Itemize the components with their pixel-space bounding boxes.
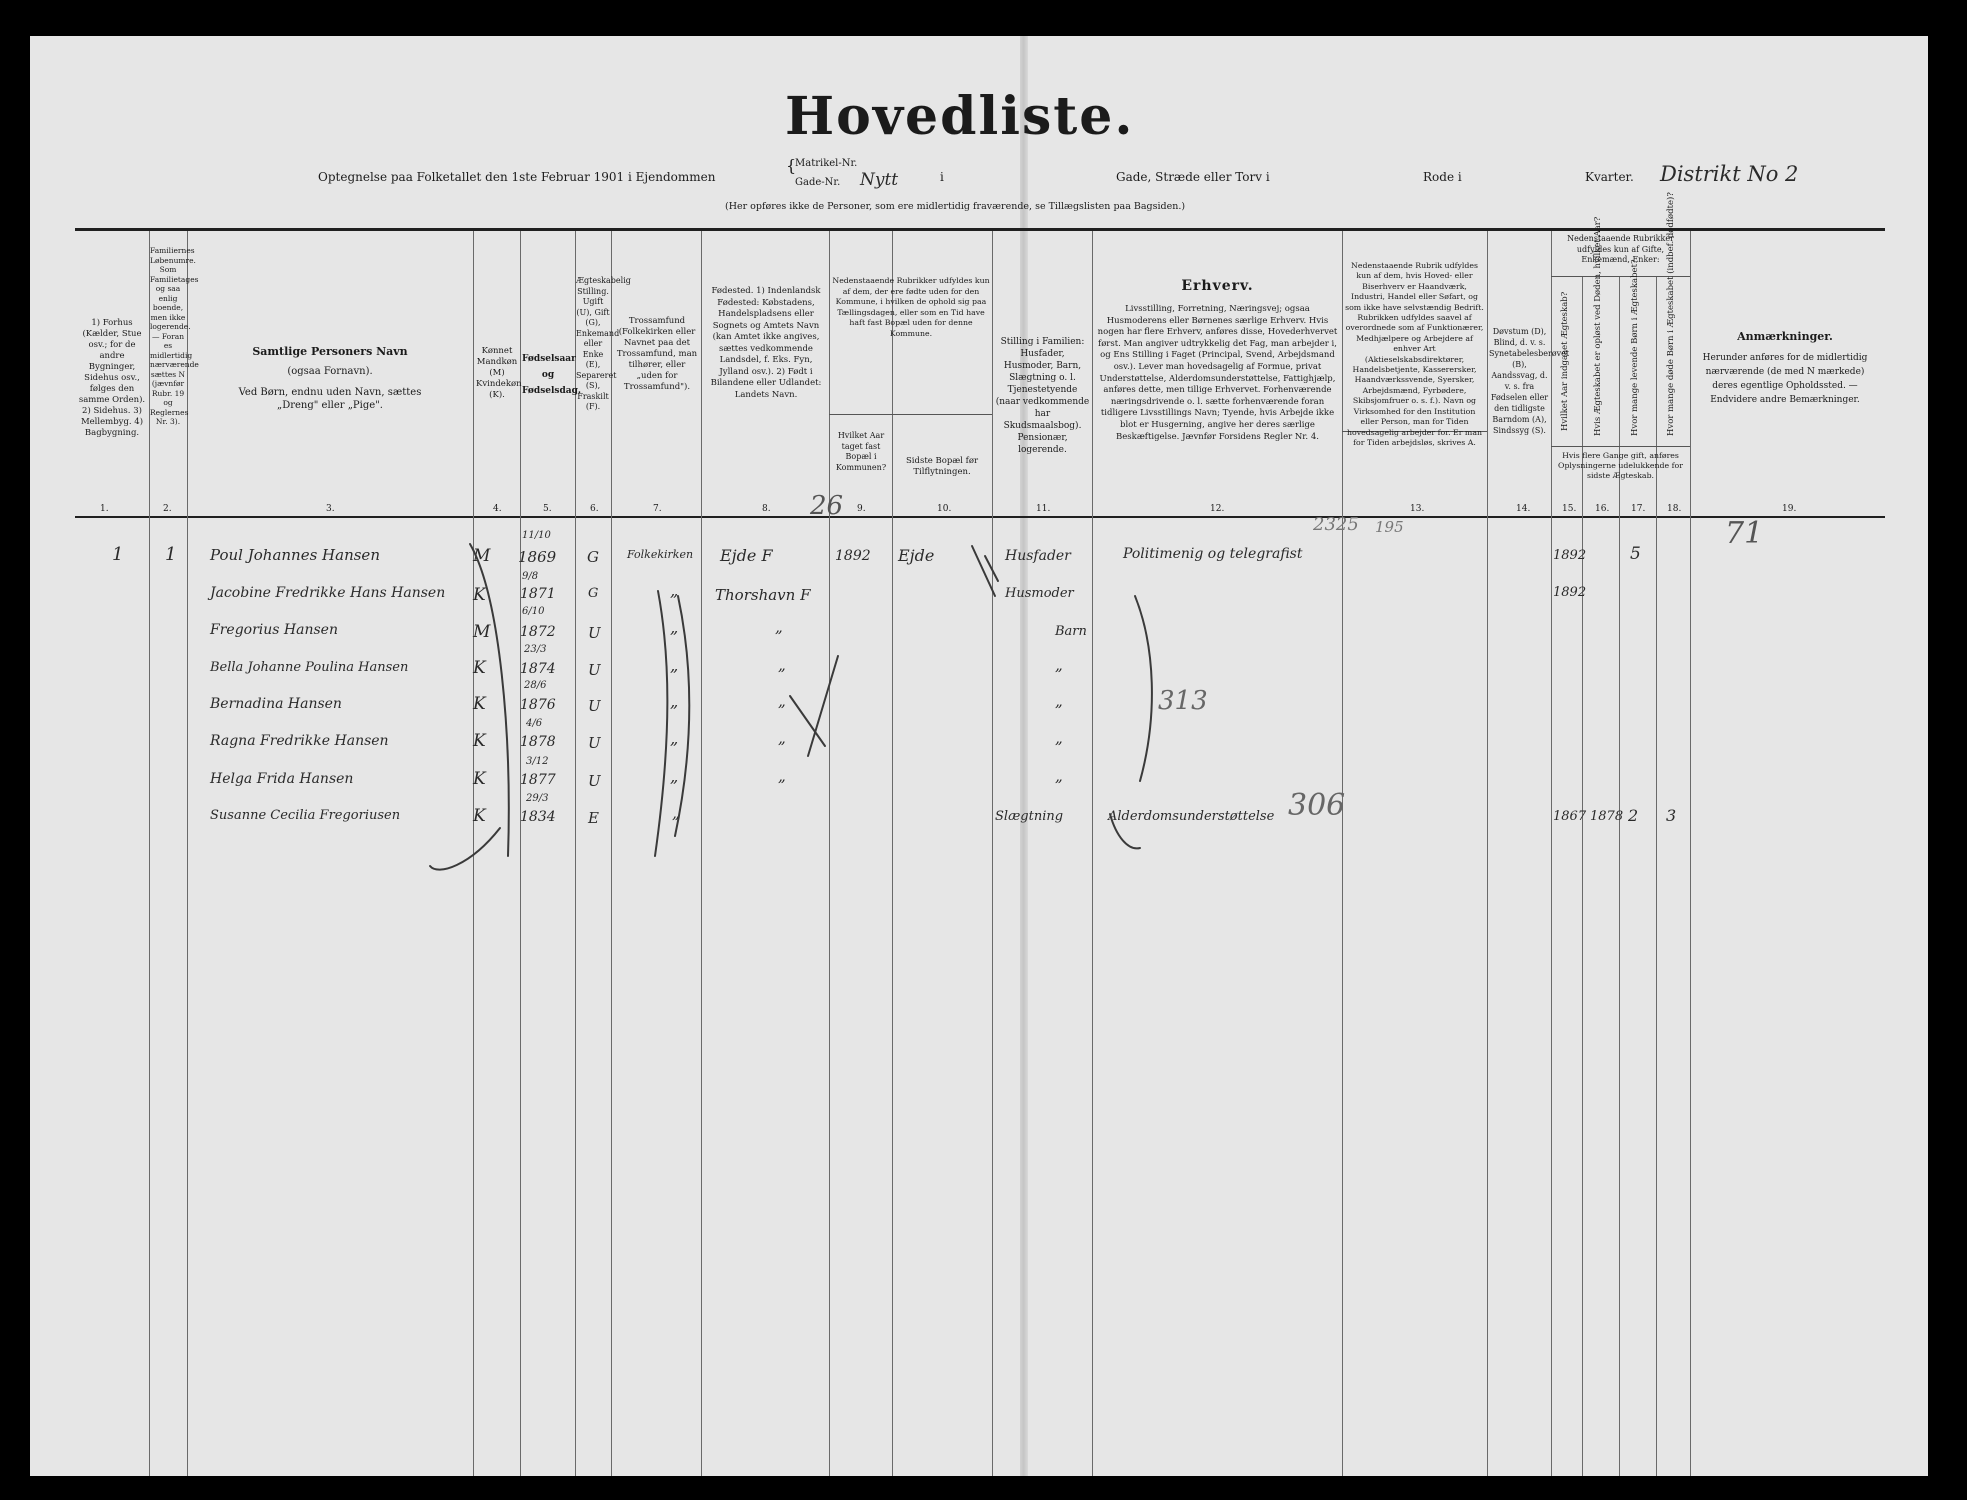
- cell-navn: Bernadina Hansen: [210, 696, 342, 712]
- cell-aegteskab-aar: 1867: [1553, 809, 1587, 824]
- col-number: 5.: [543, 504, 552, 514]
- cell-dag: 4/6: [526, 718, 543, 729]
- cell-familie-stilling: „: [1055, 656, 1063, 674]
- cell-aar: 1876: [520, 697, 556, 713]
- header-c6: Ægteskabelig Stilling. Ugift (U), Gift (G), Enkemand eller Enke (E), Separeret (S), Fraskilt (F).: [576, 276, 631, 411]
- cell-dag: 29/3: [526, 793, 549, 804]
- cell-aar: 1878: [520, 734, 556, 750]
- col-number: 12.: [1210, 504, 1225, 514]
- ditto-mark: „: [670, 767, 679, 786]
- cell-dag: 28/6: [524, 680, 547, 691]
- cross-stroke: [972, 546, 995, 596]
- pencil-note: 2325: [1313, 514, 1359, 535]
- col-number: 13.: [1410, 504, 1425, 514]
- col-number: 3.: [326, 504, 335, 514]
- bracket-stroke: [430, 828, 500, 870]
- pencil-note: 313: [1158, 686, 1208, 716]
- cell-aar: 1871: [520, 586, 556, 602]
- cell-familie-stilling: Husmoder: [1005, 586, 1074, 601]
- cell-aar: 1869: [518, 548, 557, 566]
- cell-stilling: U: [588, 661, 601, 679]
- cell-aar: 1872: [520, 624, 556, 640]
- header-c17: Hvor mange levende Børn i Ægteskabet?: [1630, 259, 1640, 436]
- cell-stilling: U: [588, 697, 601, 715]
- cell-familie-stilling: Husfader: [1005, 548, 1071, 564]
- cell-navn: Helga Frida Hansen: [210, 771, 354, 787]
- cell-aar: 1874: [520, 661, 556, 677]
- header-c4: Kønnet Mandkøn (M) Kvindekøn (K).: [476, 346, 522, 400]
- cell-dag: 23/3: [524, 644, 547, 655]
- ditto-mark: „: [670, 618, 679, 637]
- kvarter-label: Kvarter.: [1585, 170, 1634, 184]
- cell-stilling: G: [587, 548, 599, 566]
- cell-dag: 6/10: [522, 606, 545, 617]
- cell-navn: Jacobine Fredrikke Hans Hansen: [210, 585, 446, 601]
- cell-dag: 3/12: [526, 756, 549, 767]
- cell-dode-born: 3: [1666, 806, 1677, 825]
- cell-navn: Bella Johanne Poulina Hansen: [210, 660, 409, 675]
- bracket-stroke: [1135, 596, 1152, 781]
- cell-stilling: U: [588, 772, 601, 790]
- gade-torv-label: Gade, Stræde eller Torv i: [1116, 170, 1270, 184]
- header-c14: Døvstum (D), Blind, d. v. s. Synetabelesberøvet (B), Aandssvag, d. v. s. fra Fødselen eller den tidligste Barndom (A), Sindssyg (S).: [1489, 327, 1570, 435]
- cell-stilling: U: [588, 734, 601, 752]
- cell-dag: 9/8: [522, 571, 539, 582]
- header-c15-18-top: Nedenstaaende Rubrikker udfyldes kun af Gifte, Enkemænd, Enker:: [1567, 234, 1674, 264]
- col-number: 10.: [937, 504, 952, 514]
- bracket-stroke: [655, 591, 667, 856]
- i-label: i: [940, 170, 944, 184]
- cell-fodested: „: [778, 656, 786, 674]
- cell-familie-stilling: „: [1055, 729, 1063, 747]
- cell-erhverv: Politimenig og telegrafist: [1123, 546, 1303, 562]
- cell-navn: Poul Johannes Hansen: [210, 546, 380, 564]
- cell-fodested: „: [778, 729, 786, 747]
- pencil-note: 306: [1288, 788, 1346, 823]
- cell-kon: K: [473, 806, 486, 826]
- header-c15: Hvilket Aar indgaaet Ægteskab?: [1560, 291, 1570, 431]
- form-title: Hovedliste.: [785, 86, 1135, 147]
- ditto-mark: „: [670, 729, 679, 748]
- cell-erhverv: Alderdomsunderstøttelse: [1108, 809, 1275, 824]
- cell-kon: K: [473, 769, 486, 789]
- cell-fodested: „: [775, 618, 783, 636]
- cross-stroke: [790, 696, 825, 746]
- ditto-mark: „: [670, 692, 679, 711]
- header-c9: Hvilket Aar taget fast Bopæl i Kommunen?: [835, 431, 887, 472]
- header-c1: 1) Forhus (Kælder, Stue osv.; for de andre Bygninger, Sidehus osv., følges den samme Orden). 2) Sidehus. 3) Mellembyg. 4) Bagbygning.: [78, 318, 146, 438]
- cell-familie: 1: [165, 544, 177, 565]
- cell-stilling: U: [588, 624, 601, 642]
- gade-nr-value: Nytt: [860, 170, 899, 190]
- cell-levende-born: 5: [1630, 544, 1641, 564]
- pencil-note: 26: [810, 491, 844, 521]
- pencil-note: 71: [1725, 516, 1764, 551]
- cell-sidste-bopael: Ejde: [898, 546, 935, 565]
- cell-dag: 11/10: [522, 530, 551, 541]
- cross-stroke: [808, 656, 838, 756]
- col-number: 7.: [653, 504, 662, 514]
- cell-familie-stilling: Slægtning: [995, 809, 1064, 824]
- col-number: 9.: [857, 504, 866, 514]
- cell-levende-born: 2: [1628, 806, 1639, 825]
- ditto-mark: „: [670, 656, 679, 675]
- col-number: 2.: [163, 504, 172, 514]
- cell-bygning: 1: [112, 544, 124, 565]
- kvarter-value: Distrikt No 2: [1660, 162, 1799, 186]
- col-number: 8.: [762, 504, 771, 514]
- col-number: 16.: [1595, 504, 1610, 514]
- cell-kon: K: [473, 731, 486, 751]
- cell-kon: M: [473, 622, 491, 642]
- bracket-stroke: [470, 544, 509, 856]
- brace: {: [786, 156, 797, 175]
- gade-nr-label: Gade-Nr.: [795, 177, 841, 188]
- cell-fodested: „: [778, 767, 786, 785]
- census-sheet: [30, 36, 1928, 1476]
- cell-aegteskab-aar: 1892: [1553, 548, 1587, 563]
- cell-aar: 1834: [520, 809, 556, 825]
- cell-aar: 1877: [520, 772, 556, 788]
- col-number: 18.: [1667, 504, 1682, 514]
- cell-aar-bopael: 1892: [835, 548, 871, 564]
- col-number: 6.: [590, 504, 599, 514]
- cell-navn: Fregorius Hansen: [210, 622, 338, 638]
- header-c19-title: Anmærkninger.: [1737, 330, 1833, 343]
- cell-tro: Folkekirken: [627, 548, 694, 561]
- form-note: (Her opføres ikke de Personer, som ere midlertidig fraværende, se Tillægslisten paa Bagsiden.): [725, 201, 1186, 212]
- cell-familie-stilling: „: [1055, 692, 1063, 710]
- col-number: 4.: [493, 504, 502, 514]
- header-c15-18-bottom: Hvis flere Gange gift, anføres Oplysningerne udelukkende for sidste Ægteskab.: [1558, 451, 1683, 480]
- col-number: 14.: [1516, 504, 1531, 514]
- header-c3-note: Ved Børn, endnu uden Navn, sættes „Dreng" eller „Pige".: [238, 387, 422, 411]
- header-c2: Familiernes Løbenumre. Som Familietages og saa enlig boende, men ikke logerende. — Foran es midlertidig nærværende sættes N (jævnfør Rubr. 19 og Reglernes Nr. 3).: [150, 246, 199, 426]
- cell-fodested: Thorshavn F: [715, 586, 811, 604]
- pencil-note: 195: [1375, 518, 1404, 536]
- cell-oplost-aar: 1878: [1590, 809, 1624, 824]
- bracket-stroke: [675, 596, 689, 836]
- ditto-mark: „: [670, 581, 679, 600]
- cell-navn: Susanne Cecilia Fregoriusen: [210, 808, 401, 823]
- cell-kon: K: [473, 585, 486, 605]
- header-c16: Hvis Ægteskabet er opløst ved Døden, hvilket Aar?: [1593, 216, 1603, 436]
- col-number: 15.: [1562, 504, 1577, 514]
- header-c12-title: Erhverv.: [1181, 278, 1254, 294]
- cell-aegteskab-aar: 1892: [1553, 585, 1587, 600]
- header-c12: Livsstilling, Forretning, Næringsvej; ogsaa Husmoderens eller Børnenes særlige Erhverv. Hvis nogen har flere Erhverv, anføres disse, Hovederhvervet først. Man angiver udtrykkelig det Fag, man arbejder i, og Ens Stilling i Faget (Principal, Svend, Arbejdsmand osv.). Lever man hovedsagelig af Formue, privat Understøttelse, Alderdomsunderstøttelse, Fattighjælp, anføres dette, men tillige Erhvervet. Forhenværende næringsdrivende o. l. sætte forhenværende foran tidligere Livsstillings Navn; Tyende, hvis Arbejde ikke blot er Husgerning, angive her deres særlige Beskæftigelse. Jævnfør Forsidens Regler Nr. 4.: [1097, 304, 1338, 442]
- cell-fodested: Ejde F: [720, 546, 773, 565]
- cell-kon: K: [473, 694, 486, 714]
- header-c3-sub: (ogsaa Fornavn).: [287, 366, 373, 377]
- form-intro: Optegnelse paa Folketallet den 1ste Februar 1901 i Ejendommen: [318, 170, 716, 184]
- header-c11: Stilling i Familien: Husfader, Husmoder, Barn, Slægtning o. l. Tjenestetyende (naar vedkommende har Skudsmaalsbog). Pensionær, logerende.: [995, 337, 1090, 455]
- header-c7: Trossamfund (Folkekirken eller Navnet paa det Trossamfund, man tilhører, eller „uden for Trossamfund").: [616, 316, 698, 392]
- header-c13: Nedenstaaende Rubrik udfyldes kun af dem, hvis Hoved- eller Biserhverv er Haandværk, Industri, Handel eller Søfart, og som ikke have selvstændig Bedrift. Rubrikken udfyldes saavel af overordnede som af Funktionærer, Medhjælpere og Arbejdere af enhver Art (Aktieselskabsdirektører, Handelsbetjente, Kasserersker, Haandværkssvende, Syersker, Arbejdsmænd, Fyrbødere, Skibsjomfruer o. s. f.). Navn og Virksomhed for den Institution eller Person, man for Tiden hovedsagelig arbejder for. Er man for Tiden arbejdsløs, skrives A.: [1345, 261, 1484, 447]
- col-number: 11.: [1036, 504, 1051, 514]
- cell-kon: M: [473, 546, 491, 566]
- header-c3-title: Samtlige Personers Navn: [252, 345, 408, 358]
- cell-fodested: „: [672, 804, 680, 822]
- cell-stilling: E: [588, 809, 599, 827]
- cell-fodested: „: [778, 692, 786, 710]
- cell-stilling: G: [588, 586, 599, 601]
- col-number: 17.: [1631, 504, 1646, 514]
- header-c10: Sidste Bopæl før Tilflytningen.: [905, 456, 979, 477]
- cell-kon: K: [473, 658, 486, 678]
- rode-label: Rode i: [1423, 170, 1462, 184]
- header-c5: Fødselsaar og Fødselsdag.: [522, 354, 582, 396]
- matrikel-label: Matrikel-Nr.: [795, 158, 858, 169]
- cell-familie-stilling: „: [1055, 767, 1063, 785]
- header-c18: Hvor mange døde Børn i Ægteskabet (indbef. dødfødte)?: [1666, 192, 1676, 436]
- cell-navn: Ragna Fredrikke Hansen: [210, 733, 389, 749]
- col-number: 19.: [1782, 504, 1797, 514]
- header-c8: Fødested. 1) Indenlandsk Fødested: Købstadens, Handelspladsens eller Sognets og Amtets Navn (kan Amtet ikke angives, sættes vedkommende Landsdel, f. Eks. Fyn, Jylland osv.). 2) Født i Bilandene eller Udlandet: Landets Navn.: [710, 286, 822, 400]
- col-number: 1.: [100, 504, 109, 514]
- pencil-strokes: [30, 36, 1928, 1476]
- header-c9-10-top: Nedenstaaende Rubrikker udfyldes kun af dem, der ere fødte uden for den Kommune, i hvilken de ophold sig paa Tællingsdagen, eller som en Tid have haft fast Bopæl uden for denne Kommune.: [832, 276, 990, 338]
- cell-familie-stilling: Barn: [1055, 624, 1087, 639]
- header-c19: Herunder anføres for de midlertidig nærværende (de med N mærkede) deres egentlige Opholdssted. — Endvidere andre Bemærkninger.: [1702, 353, 1868, 405]
- bracket-stroke: [1110, 814, 1140, 848]
